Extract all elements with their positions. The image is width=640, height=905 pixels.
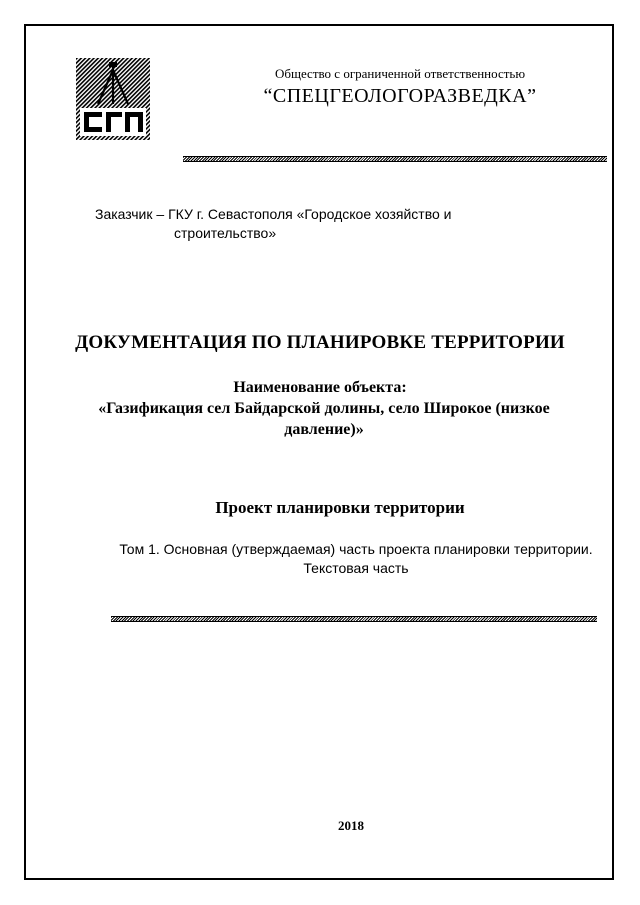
customer-line-1: Заказчик – ГКУ г. Севастополя «Городское хозяйство и <box>95 206 452 222</box>
content-divider <box>111 616 597 622</box>
object-name: «Газификация сел Байдарской долины, село Широкое (низкое давление)» <box>98 400 550 438</box>
document-title: ДОКУМЕНТАЦИЯ ПО ПЛАНИРОВКЕ ТЕРРИТОРИИ <box>75 332 565 353</box>
company-legal-form: Общество с ограниченной ответственностью <box>274 66 526 81</box>
volume-description: Том 1. Основная (утверждаемая) часть проекта планировки территории. Текстовая часть <box>119 541 593 576</box>
company-header <box>240 66 560 108</box>
header-divider <box>183 156 607 162</box>
object-label: Наименование объекта: <box>233 379 407 396</box>
customer-line-2: строительство» <box>174 225 277 241</box>
sgr-company-logo <box>76 58 150 140</box>
customer-block <box>95 205 535 243</box>
page-border <box>24 24 614 880</box>
project-title: Проект планировки территории <box>215 498 465 517</box>
document-year: 2018 <box>338 818 364 833</box>
company-name: “СПЕЦГЕОЛОГОРАЗВЕДКА” <box>263 85 537 107</box>
